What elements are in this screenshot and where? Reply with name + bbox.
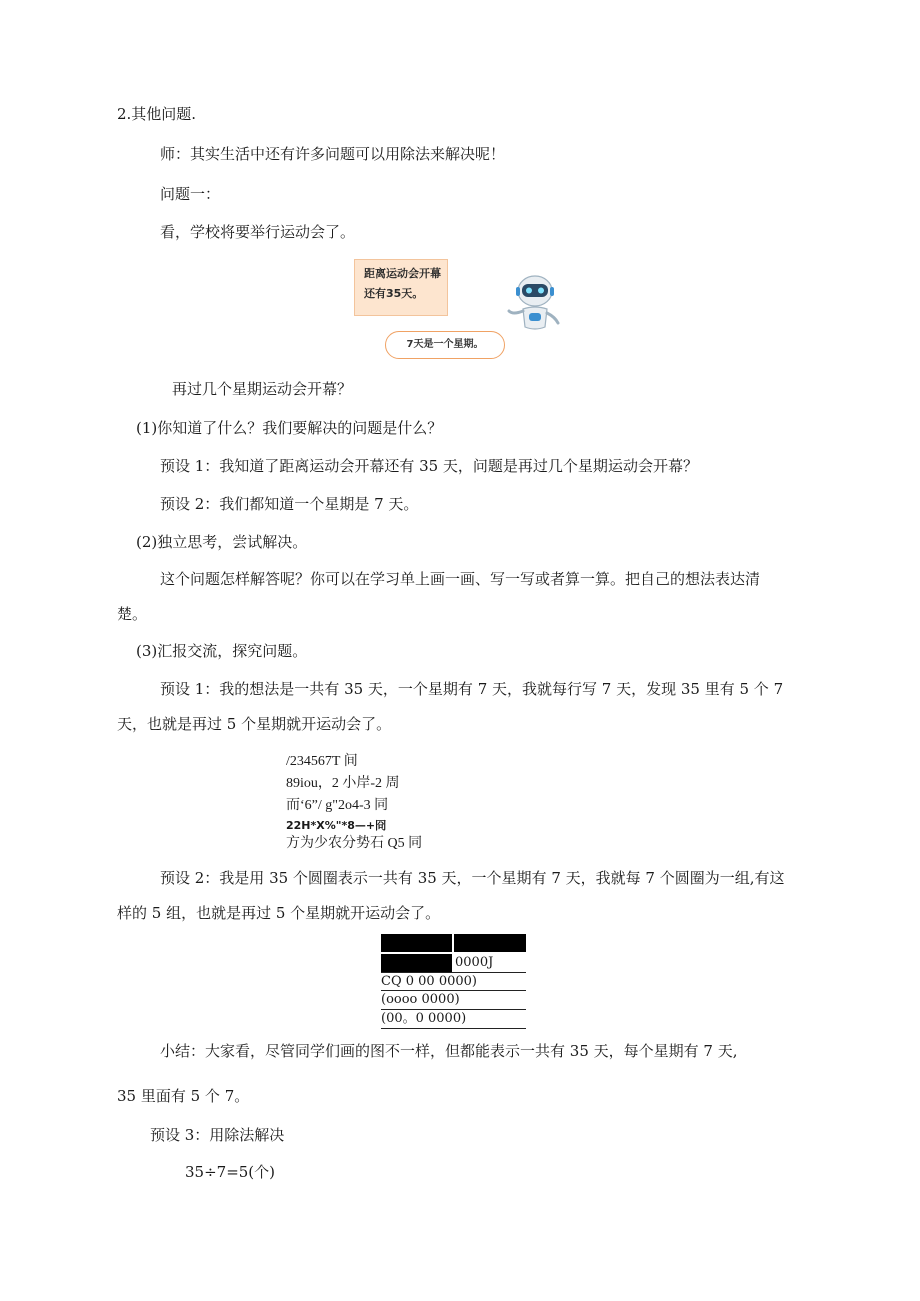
- circle-groups-table: [381, 934, 526, 1030]
- countdown-note: [354, 259, 448, 316]
- redacted-block: [381, 934, 452, 952]
- table-row: 0000J: [455, 955, 494, 970]
- section-heading: 2.其他问题.: [117, 105, 197, 123]
- table-row: CQ 0 00 0000): [381, 974, 477, 989]
- problem-label: 问题一：: [160, 185, 221, 203]
- table-rule: [381, 1028, 526, 1029]
- table-row: (00。0 0000): [381, 1011, 467, 1026]
- robot-icon: [505, 271, 565, 333]
- summary-line: 小结：大家看，尽管同学们画的图不一样，但都能表示一共有 35 天，每个星期有 7 天,: [160, 1042, 738, 1060]
- note-line-1: 距离运动会开幕: [364, 267, 441, 280]
- step-2-label: (2)独立思考，尝试解决。: [136, 533, 308, 551]
- answer-line: 预设 2：我们都知道一个星期是 7 天。: [160, 495, 419, 513]
- speech-bubble: 7天是一个星期。: [385, 331, 505, 359]
- answer-line: 预设 2：我是用 35 个圆圈表示一共有 35 天，一个星期有 7 天，我就每 7 个圆圈为一组,有这: [160, 869, 785, 887]
- text-line: 楚。: [117, 605, 148, 623]
- teacher-line: 师：其实生活中还有许多问题可以用除法来解决呢！: [160, 145, 506, 163]
- table-row: (oooo 0000): [381, 992, 460, 1007]
- text-line: 看，学校将要举行运动会了。: [160, 223, 356, 241]
- ocr-line: 而‘6”/ g"2o4-3 同: [286, 798, 389, 813]
- question-line: 再过几个星期运动会开幕？: [172, 380, 353, 398]
- answer-line: 预设 1：我知道了距离运动会开幕还有 35 天，问题是再过几个星期运动会开幕？: [160, 457, 698, 475]
- ocr-line: 方为少农分势石 Q5 同: [286, 836, 423, 851]
- redacted-block: [381, 954, 452, 972]
- ocr-line: 89iou，2 小岸-2 周: [286, 776, 400, 791]
- redacted-block: [454, 934, 526, 952]
- equation: 35÷7=5(个): [185, 1163, 276, 1181]
- ocr-line: /234567T 间: [286, 754, 358, 769]
- text-line: 天，也就是再过 5 个星期就开运动会了。: [117, 715, 392, 733]
- ocr-line: 22H*X%"*8—+冏: [286, 819, 387, 832]
- step-1-label: (1)你知道了什么？我们要解决的问题是什么？: [136, 419, 443, 437]
- answer-line: 预设 3：用除法解决: [150, 1126, 285, 1144]
- text-line: 35 里面有 5 个 7。: [117, 1087, 250, 1105]
- step-3-label: (3)汇报交流，探究问题。: [136, 642, 308, 660]
- text-line: 这个问题怎样解答呢？你可以在学习单上画一画、写一写或者算一算。把自己的想法表达清: [160, 570, 761, 588]
- answer-line: 预设 1：我的想法是一共有 35 天，一个星期有 7 天，我就每行写 7 天，发现 35 里有 5 个 7: [160, 680, 784, 698]
- sports-meet-illustration: [350, 253, 568, 365]
- text-line: 样的 5 组，也就是再过 5 个星期就开运动会了。: [117, 904, 441, 922]
- note-line-2: 还有35天。: [364, 287, 424, 300]
